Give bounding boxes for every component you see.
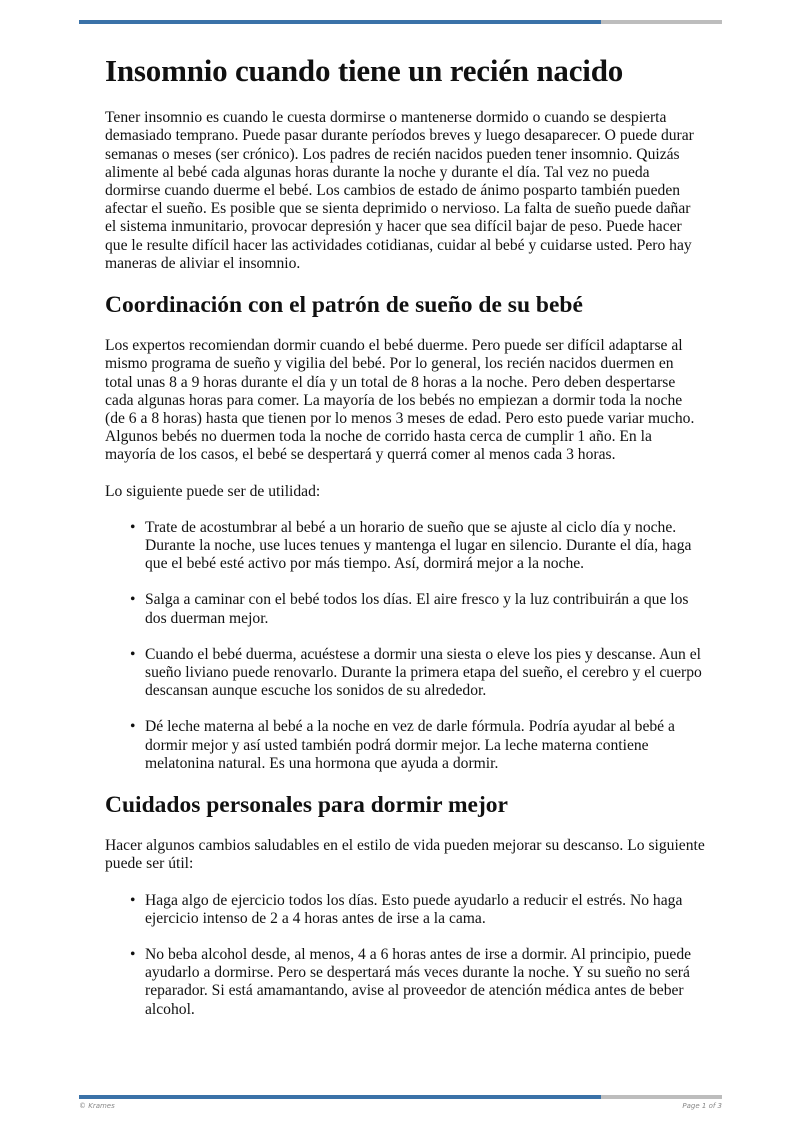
bullet-icon: • bbox=[130, 518, 136, 536]
bullet-icon: • bbox=[130, 718, 136, 736]
list-item-text: Salga a caminar con el bebé todos los días. El aire fresco y la luz contribuirán a que los dos duerman mejor. bbox=[145, 591, 689, 627]
bullet-icon: • bbox=[130, 946, 136, 964]
list-item-text: No beba alcohol desde, al menos, 4 a 6 horas antes de irse a dormir. Al principio, puede ayudarlo a dormirse. Pero se despertará más veces durante la noche. Y su sueño no será reparador. Si está amamantando, avise al proveedor de atención médica antes de beber alcohol. bbox=[145, 946, 692, 1018]
footer-rule-gray bbox=[601, 1095, 722, 1099]
bullet-icon: • bbox=[130, 591, 136, 609]
footer-copyright: © Krames bbox=[79, 1102, 115, 1110]
section-paragraph: Los expertos recomiendan dormir cuando el bebé duerme. Pero puede ser difícil adaptarse al mismo programa de sueño y vigilia del bebé. Por lo general, los recién nacidos duermen en total unas 8 a 9 horas durante el día y un total de 8 horas a la noche. Pero deben despertarse cada algunas horas para comer. La mayoría de los bebés no empiezan a dormir toda la noche (de 6 a 8 horas) hasta que tienen por lo menos 3 meses de edad. Pero esto puede variar mucho. Algunos bebés no duermen toda la noche de corrido hasta cerca de cumplir 1 año. En la mayoría de los casos, el bebé se despertará y querrá comer al menos cada 3 horas. bbox=[105, 337, 695, 464]
section-self-care bbox=[105, 791, 705, 1019]
list-item-text: Haga algo de ejercicio todos los días. Esto puede ayudarlo a reducir el estrés. No haga ejercicio intenso de 2 a 4 horas antes de irse a la cama. bbox=[145, 891, 683, 927]
bullet-icon: • bbox=[130, 891, 136, 909]
header-rule bbox=[79, 20, 722, 24]
list-item bbox=[130, 946, 705, 1019]
list-item bbox=[130, 518, 705, 574]
section-paragraph: Lo siguiente puede ser de utilidad: bbox=[105, 482, 321, 500]
list-item bbox=[130, 591, 705, 627]
list-item bbox=[130, 718, 705, 773]
footer-rule bbox=[79, 1095, 722, 1099]
list-item bbox=[130, 645, 705, 701]
list-item-text: Trate de acostumbrar al bebé a un horario de sueño que se ajuste al ciclo día y noche. Durante la noche, use luces tenues y mantenga el lugar en silencio. Durante el día, haga que el bebé esté activo por más tiempo. Así, dormirá mejor a la noche. bbox=[145, 518, 692, 573]
section-heading: Coordinación con el patrón de sueño de su bebé bbox=[105, 292, 583, 319]
list-item-text: Cuando el bebé duerma, acuéstese a dormir una siesta o eleve los pies y descanse. Aun el sueño liviano puede renovarlo. Durante la primera etapa del sueño, el cerebro y el cuerpo descansan aunque escuche los sonidos de su alrededor. bbox=[145, 645, 702, 700]
bullet-icon: • bbox=[130, 645, 136, 663]
list-item bbox=[130, 891, 705, 928]
tips-list bbox=[105, 892, 705, 1019]
section-paragraph: Hacer algunos cambios saludables en el estilo de vida pueden mejorar su descanso. Lo siguiente puede ser útil: bbox=[105, 837, 705, 873]
footer-rule-accent bbox=[79, 1095, 601, 1099]
footer-page-number: Page 1 of 3 bbox=[682, 1102, 722, 1110]
page-title: Insomnio cuando tiene un recién nacido bbox=[105, 53, 624, 88]
header-rule-accent bbox=[79, 20, 601, 24]
list-item-text: Dé leche materna al bebé a la noche en vez de darle fórmula. Podría ayudar al bebé a dormir mejor y así usted también podrá dormir mejor. La leche materna contiene melatonina natural. Es una hormona que ayuda a dormir. bbox=[145, 718, 675, 772]
section-heading: Cuidados personales para dormir mejor bbox=[105, 792, 508, 819]
intro-paragraph: Tener insomnio es cuando le cuesta dormirse o mantenerse dormido o cuando se despierta demasiado temprano. Puede pasar durante períodos breves y luego desaparecer. O puede durar semanas o meses (ser crónico). Los padres de recién nacidos pueden tener insomnio. Quizás alimente al bebé cada algunas horas durante la noche y durante el día. Tal vez no pueda dormirse cuando duerme el bebé. Los cambios de estado de ánimo posparto también pueden afectar el sueño. Es posible que se sienta deprimido o nervioso. La falta de sueño puede dañar el sistema inmunitario, provocar depresión y hacer que sea difícil bajar de peso. Puede hacer que le resulte difícil hacer las actividades cotidianas, cuidar al bebé y cuidarse usted. Pero hay maneras de aliviar el insomnio. bbox=[105, 109, 694, 272]
header-rule-gray bbox=[601, 20, 722, 24]
section-sleep-pattern bbox=[105, 291, 705, 773]
document-body bbox=[105, 52, 705, 1037]
tips-list bbox=[105, 519, 705, 773]
